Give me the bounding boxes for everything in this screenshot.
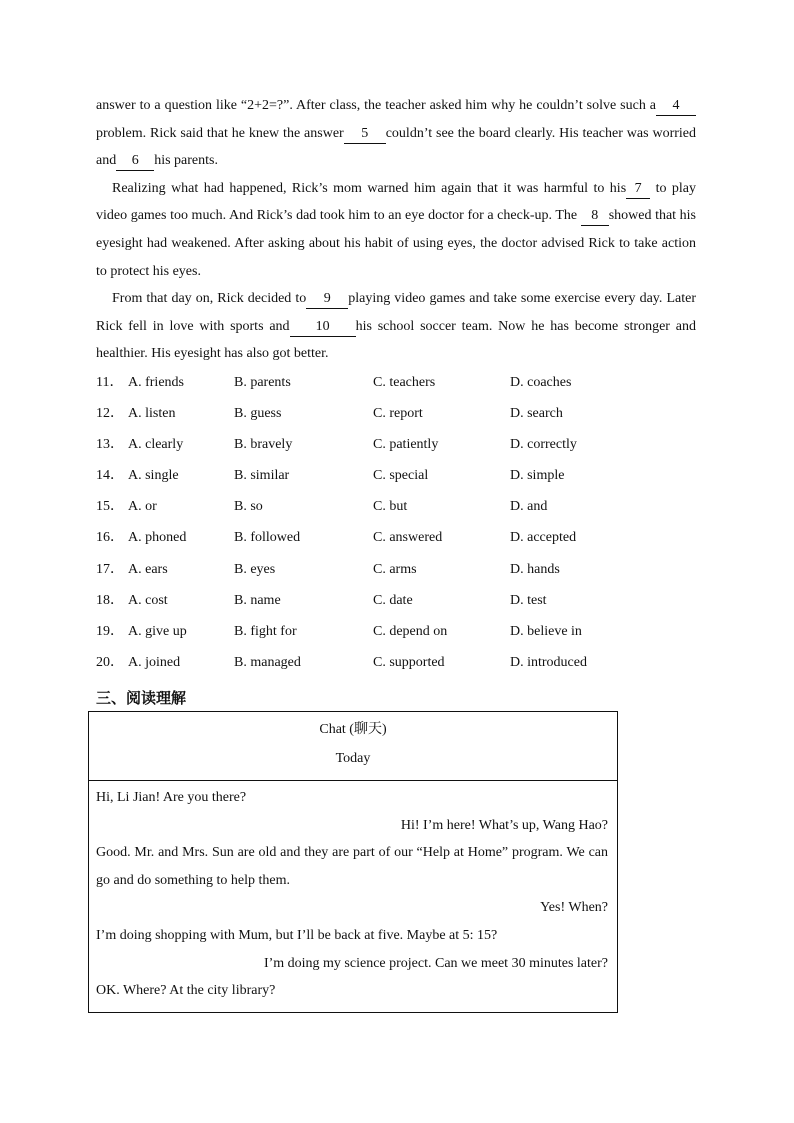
- blank-8: 8: [581, 207, 609, 226]
- option-c: C. arms: [373, 561, 417, 577]
- option-a: A. clearly: [128, 437, 184, 453]
- option-d: D. believe in: [510, 623, 582, 639]
- option-a: A. listen: [128, 406, 176, 422]
- option-a: A. cost: [128, 592, 168, 608]
- paragraph-text: showed that his eyesight had weakened. After asking about his habit of using eyes, the doctor advised Rick to take action to protect his eyes.: [96, 208, 697, 279]
- option-a: A. joined: [128, 654, 181, 670]
- option-c: C. but: [373, 499, 408, 515]
- question-number: 12．: [96, 406, 124, 422]
- option-b: B. name: [234, 592, 281, 608]
- cloze-passage: [96, 92, 696, 368]
- question-number: 15．: [96, 499, 124, 515]
- option-b: B. eyes: [234, 561, 276, 577]
- option-b: B. guess: [234, 406, 282, 422]
- option-d: D. correctly: [510, 437, 577, 453]
- paragraph-3: [96, 285, 696, 368]
- option-c: C. date: [373, 592, 413, 608]
- blank-7: 7: [626, 180, 650, 199]
- chat-date: Today: [335, 751, 371, 766]
- option-c: C. answered: [373, 530, 443, 546]
- question-number: 17．: [96, 561, 124, 577]
- option-row: [96, 650, 716, 681]
- option-d: D. simple: [510, 468, 565, 484]
- option-c: C. special: [373, 468, 429, 484]
- option-row: [96, 401, 716, 432]
- chat-title: Chat (聊天): [319, 722, 387, 737]
- option-b: B. bravely: [234, 437, 293, 453]
- option-b: B. managed: [234, 654, 301, 670]
- question-number: 16．: [96, 530, 124, 546]
- option-b: B. fight for: [234, 623, 297, 639]
- option-c: C. depend on: [373, 623, 448, 639]
- paragraph-text: Realizing what had happened, Rick’s mom warned him again that it was harmful to his: [112, 180, 627, 196]
- option-row: [96, 370, 716, 401]
- option-row: [96, 588, 716, 619]
- paragraph-text: to play video games too much. And Rick’s dad took him to an eye doctor for a check-up. The: [96, 180, 696, 224]
- paragraph-1: [96, 92, 696, 175]
- option-row: [96, 463, 716, 494]
- option-a: A. ears: [128, 561, 168, 577]
- chat-message-left: I’m doing shopping with Mum, but I’ll be back at five. Maybe at 5: 15?: [96, 927, 498, 943]
- question-number: 18．: [96, 592, 124, 608]
- option-a: A. single: [128, 468, 179, 484]
- option-b: B. followed: [234, 530, 301, 546]
- option-a: A. give up: [128, 623, 187, 639]
- option-c: C. patiently: [373, 437, 439, 453]
- question-number: 11．: [96, 375, 124, 390]
- blank-10: 10: [290, 318, 356, 337]
- blank-9: 9: [306, 290, 348, 309]
- option-c: C. report: [373, 406, 423, 422]
- question-number: 14．: [96, 468, 124, 484]
- option-row: [96, 619, 716, 650]
- option-a: A. friends: [128, 375, 184, 390]
- option-c: C. supported: [373, 654, 445, 670]
- option-b: B. so: [234, 499, 263, 515]
- paragraph-text: his school soccer team. Now he has become stronger and healthier. His eyesight has also got better.: [96, 318, 696, 362]
- option-d: D. test: [510, 592, 547, 608]
- chat-messages: [89, 781, 617, 1005]
- option-d: D. hands: [510, 561, 560, 577]
- option-d: D. accepted: [510, 530, 577, 546]
- paragraph-text: his parents.: [154, 153, 218, 169]
- chat-box: [88, 711, 618, 1013]
- options-list: [96, 370, 716, 681]
- option-d: D. introduced: [510, 654, 587, 670]
- chat-message-right: Hi! I’m here! What’s up, Wang Hao?: [400, 817, 608, 833]
- chat-message-left: OK. Where? At the city library?: [96, 983, 276, 999]
- option-a: A. phoned: [128, 530, 187, 546]
- option-row: [96, 557, 716, 588]
- paragraph-text: answer to a question like “2+2=?”. After class, the teacher asked him why he couldn’t solve such a: [96, 98, 656, 113]
- option-b: B. similar: [234, 468, 290, 484]
- section-title: 三、阅读理解: [96, 689, 187, 707]
- chat-message-right: Yes! When?: [540, 900, 608, 916]
- option-d: D. coaches: [510, 375, 572, 390]
- option-a: A. or: [128, 499, 157, 515]
- blank-5: 5: [344, 125, 386, 144]
- chat-message-left: Good. Mr. and Mrs. Sun are old and they are part of our “Help at Home” program. We can go and do something to help them.: [96, 845, 608, 888]
- chat-message-right: I’m doing my science project. Can we meet 30 minutes later?: [263, 955, 608, 971]
- option-row: [96, 494, 716, 525]
- question-number: 20．: [96, 654, 124, 670]
- option-row: [96, 525, 716, 556]
- paragraph-text: couldn’t see the board clearly. His teacher was worried and: [96, 125, 696, 169]
- option-d: D. and: [510, 499, 548, 515]
- blank-6: 6: [116, 152, 154, 171]
- option-c: C. teachers: [373, 375, 436, 390]
- question-number: 19．: [96, 623, 124, 639]
- chat-message-left: Hi, Li Jian! Are you there?: [96, 790, 247, 805]
- paragraph-2: [96, 175, 696, 285]
- paragraph-text: From that day on, Rick decided to: [112, 291, 307, 307]
- paragraph-text: playing video games and take some exercise every day. Later Rick fell in love with sports and: [96, 291, 696, 334]
- option-b: B. parents: [234, 375, 291, 390]
- paragraph-text: problem. Rick said that he knew the answer: [96, 125, 344, 141]
- question-number: 13．: [96, 437, 124, 453]
- chat-header: [89, 712, 617, 781]
- blank-4: 4: [656, 97, 696, 116]
- option-row: [96, 432, 716, 463]
- option-d: D. search: [510, 406, 563, 422]
